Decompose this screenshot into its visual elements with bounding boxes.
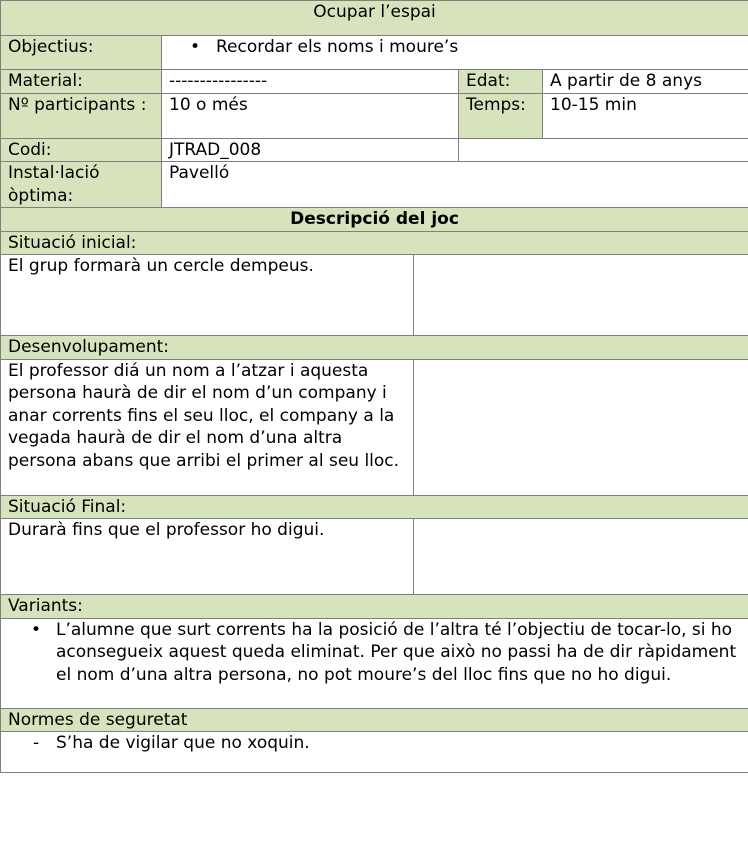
variants-list <box>8 619 741 687</box>
codi-empty-cell <box>459 138 748 162</box>
safety-item: - S’ha de vigilar que no xoquin. <box>33 733 310 753</box>
temps-label: Temps: <box>459 93 543 138</box>
installacio-label: Instal·lació òptima: <box>1 162 162 208</box>
safety-label: Normes de seguretat <box>1 708 748 732</box>
variants-content <box>1 618 748 708</box>
safety-content <box>1 732 748 773</box>
edat-value: A partir de 8 anys <box>543 70 748 94</box>
objectius-item: • Recordar els noms i moure’s <box>190 37 459 57</box>
objectius-label: Objectius: <box>1 36 162 70</box>
installacio-value: Pavelló <box>162 162 748 208</box>
edat-label: Edat: <box>459 70 543 94</box>
game-title: Ocupar l’espai <box>1 1 748 36</box>
participants-value: 10 o més <box>162 93 459 138</box>
description-heading: Descripció del joc <box>1 208 748 232</box>
situacio-inicial-text: El grup formarà un cercle dempeus. <box>1 255 414 336</box>
situacio-final-empty <box>414 519 748 595</box>
bullet-icon: • <box>190 37 201 57</box>
bullet-icon: • <box>31 619 42 640</box>
desenvolupament-empty <box>414 359 748 495</box>
material-value: ---------------- <box>162 70 459 94</box>
codi-label: Codi: <box>1 138 162 162</box>
situacio-final-text: Durarà fins que el professor ho digui. <box>1 519 414 595</box>
material-label: Material: <box>1 70 162 94</box>
participants-label: Nº participants : <box>1 93 162 138</box>
variants-label: Variants: <box>1 595 748 619</box>
situacio-final-label: Situació Final: <box>1 495 748 519</box>
situacio-inicial-empty <box>414 255 748 336</box>
objectius-list <box>169 36 741 59</box>
safety-list <box>8 732 741 755</box>
temps-value: 10-15 min <box>543 93 748 138</box>
dash-icon: - <box>33 733 40 753</box>
codi-value: JTRAD_008 <box>162 138 459 162</box>
variant-item: • L’alumne que surt corrents ha la posició de l’altra té l’objectiu de tocar-lo, si ho aconsegueix aquest queda eliminat. Per que això no passi ha de dir ràpidament el nom d’una altra persona, no pot moure’s del lloc fins que no ho digui. <box>31 619 737 685</box>
desenvolupament-label: Desenvolupament: <box>1 336 748 360</box>
situacio-inicial-label: Situació inicial: <box>1 231 748 255</box>
objectius-value <box>162 36 748 70</box>
desenvolupament-text: El professor diá un nom a l’atzar i aquesta persona haurà de dir el nom d’un company i anar corrents fins el seu lloc, el company a la vegada haurà de dir el nom d’una altra persona abans que arribi el primer al seu lloc. <box>1 359 414 495</box>
